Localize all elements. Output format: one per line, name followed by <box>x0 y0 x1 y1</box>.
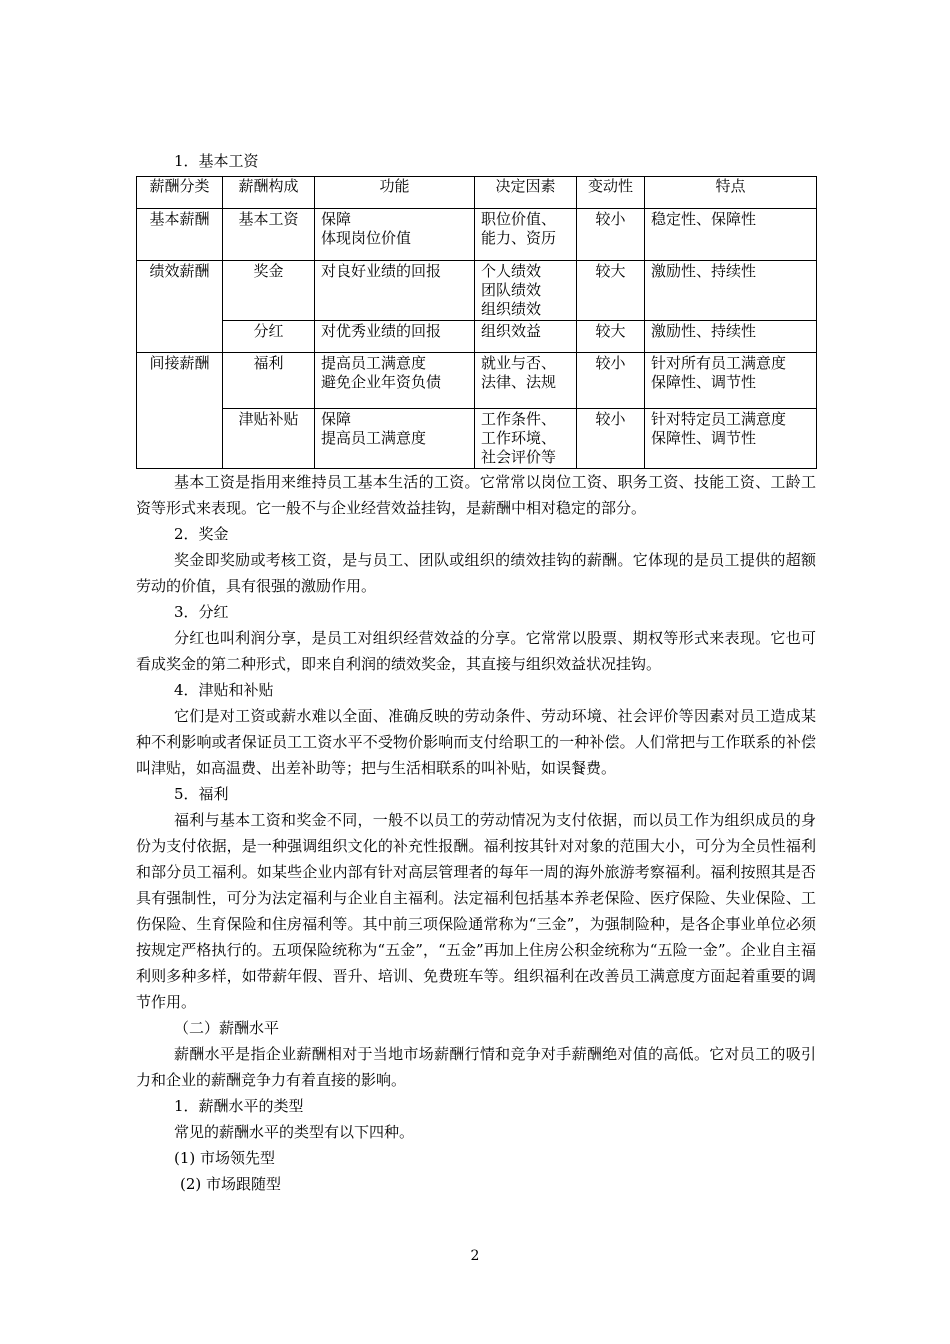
cell-component: 津贴补贴 <box>223 409 315 469</box>
cell-function <box>315 409 475 469</box>
cell-variability: 较大 <box>577 261 645 321</box>
compensation-table <box>136 176 817 469</box>
cell-line: 针对特定员工满意度 <box>651 410 787 428</box>
cell-factors <box>475 409 577 469</box>
cell-component: 奖金 <box>223 261 315 321</box>
cell-category: 间接薪酬 <box>137 353 223 469</box>
cell-line: 能力、资历 <box>481 229 557 247</box>
cell-component: 分红 <box>223 321 315 353</box>
section-heading-salary-level: （二）薪酬水平 <box>174 1019 280 1037</box>
header-factors: 决定因素 <box>475 177 577 209</box>
paragraph-salary-level: 薪酬水平是指企业薪酬相对于当地市场薪酬行情和竞争对手薪酬绝对值的高低。它对员工的吸引力和企业的薪酬竞争力有着直接的影响。 <box>136 1045 816 1089</box>
cell-line: 组织绩效 <box>481 300 542 318</box>
cell-component: 福利 <box>223 353 315 409</box>
cell-line: 就业与否、 <box>481 354 557 372</box>
cell-component: 基本工资 <box>223 209 315 261</box>
cell-line: 对良好业绩的回报 <box>321 262 442 280</box>
cell-traits <box>645 261 817 321</box>
paragraph-allowance: 它们是对工资或薪水难以全面、准确反映的劳动条件、劳动环境、社会评价等因素对员工造成某种不利影响或者保证员工工资水平不受物价影响而支付给职工的一种补偿。人们常把与工作联系的补偿叫津贴，如高温费、出差补助等；把与生活相联系的叫补贴，如误餐费。 <box>136 707 816 777</box>
cell-line: 提高员工满意度 <box>321 354 427 372</box>
cell-line: 团队绩效 <box>481 281 542 299</box>
cell-factors <box>475 261 577 321</box>
cell-line: 职位价值、 <box>481 210 557 228</box>
table-header-row <box>137 177 817 209</box>
header-traits: 特点 <box>645 177 817 209</box>
cell-traits <box>645 321 817 353</box>
table-row <box>137 409 817 469</box>
cell-traits <box>645 209 817 261</box>
cell-factors <box>475 353 577 409</box>
cell-factors <box>475 321 577 353</box>
cell-variability: 较小 <box>577 209 645 261</box>
cell-line: 工作条件、 <box>481 410 557 428</box>
paragraph-salary-level-types: 常见的薪酬水平的类型有以下四种。 <box>174 1123 415 1141</box>
section-heading-basic-salary: 1．基本工资 <box>174 152 259 170</box>
header-category: 薪酬分类 <box>137 177 223 209</box>
header-component: 薪酬构成 <box>223 177 315 209</box>
section-heading-welfare: 5．福利 <box>174 785 229 803</box>
cell-traits <box>645 353 817 409</box>
table-row <box>137 209 817 261</box>
header-variability: 变动性 <box>577 177 645 209</box>
cell-category: 绩效薪酬 <box>137 261 223 353</box>
page-content <box>136 148 816 1197</box>
list-item: (2) 市场跟随型 <box>180 1175 282 1193</box>
cell-line: 社会评价等 <box>481 448 557 466</box>
cell-function <box>315 353 475 409</box>
cell-line: 保障 <box>321 210 352 228</box>
cell-line: 保障性、调节性 <box>651 373 757 391</box>
cell-line: 组织效益 <box>481 322 542 340</box>
cell-line: 保障性、调节性 <box>651 429 757 447</box>
cell-variability: 较小 <box>577 409 645 469</box>
cell-line: 工作环境、 <box>481 429 557 447</box>
section-heading-allowance: 4．津贴和补贴 <box>174 681 274 699</box>
paragraph-basic-salary: 基本工资是指用来维持员工基本生活的工资。它常常以岗位工资、职务工资、技能工资、工龄工资等形式来表现。它一般不与企业经营效益挂钩，是薪酬中相对稳定的部分。 <box>136 473 816 517</box>
section-heading-bonus: 2．奖金 <box>174 525 229 543</box>
cell-line: 激励性、持续性 <box>651 262 757 280</box>
section-heading-dividend: 3．分红 <box>174 603 229 621</box>
cell-line: 法律、法规 <box>481 373 557 391</box>
table-row <box>137 261 817 321</box>
cell-line: 提高员工满意度 <box>321 429 427 447</box>
cell-variability: 较小 <box>577 353 645 409</box>
cell-factors <box>475 209 577 261</box>
cell-line: 避免企业年资负债 <box>321 373 442 391</box>
cell-line: 体现岗位价值 <box>321 229 412 247</box>
section-heading-salary-level-types: 1．薪酬水平的类型 <box>174 1097 304 1115</box>
cell-category: 基本薪酬 <box>137 209 223 261</box>
paragraph-dividend: 分红也叫利润分享，是员工对组织经营效益的分享。它常常以股票、期权等形式来表现。它也可看成奖金的第二种形式，即来自利润的绩效奖金，其直接与组织效益状况挂钩。 <box>136 629 816 673</box>
list-item: (1) 市场领先型 <box>174 1149 276 1167</box>
cell-function <box>315 321 475 353</box>
cell-line: 稳定性、保障性 <box>651 210 757 228</box>
cell-variability: 较大 <box>577 321 645 353</box>
cell-line: 保障 <box>321 410 352 428</box>
cell-function <box>315 209 475 261</box>
cell-line: 激励性、持续性 <box>651 322 757 340</box>
table-row <box>137 321 817 353</box>
paragraph-bonus: 奖金即奖励或考核工资，是与员工、团队或组织的绩效挂钩的薪酬。它体现的是员工提供的超额劳动的价值，具有很强的激励作用。 <box>136 551 816 595</box>
cell-line: 个人绩效 <box>481 262 542 280</box>
cell-line: 对优秀业绩的回报 <box>321 322 442 340</box>
cell-traits <box>645 409 817 469</box>
cell-line: 针对所有员工满意度 <box>651 354 787 372</box>
header-function: 功能 <box>315 177 475 209</box>
cell-function <box>315 261 475 321</box>
page-number: 2 <box>470 1248 480 1264</box>
table-row <box>137 353 817 409</box>
paragraph-welfare: 福利与基本工资和奖金不同，一般不以员工的劳动情况为支付依据，而以员工作为组织成员的身份为支付依据，是一种强调组织文化的补充性报酬。福利按其针对对象的范围大小，可分为全员性福利和部分员工福利。如某些企业内部有针对高层管理者的每年一周的海外旅游考察福利。福利按照其是否具有强制性，可分为法定福利与企业自主福利。法定福利包括基本养老保险、医疗保险、失业保险、工伤保险、生育保险和住房福利等。其中前三项保险通常称为“三金”，为强制险种，是各企事业单位必须按规定严格执行的。五项保险统称为“五金”，“五金”再加上住房公积金统称为“五险一金”。企业自主福利则多种多样，如带薪年假、晋升、培训、免费班车等。组织福利在改善员工满意度方面起着重要的调节作用。 <box>136 811 816 1011</box>
